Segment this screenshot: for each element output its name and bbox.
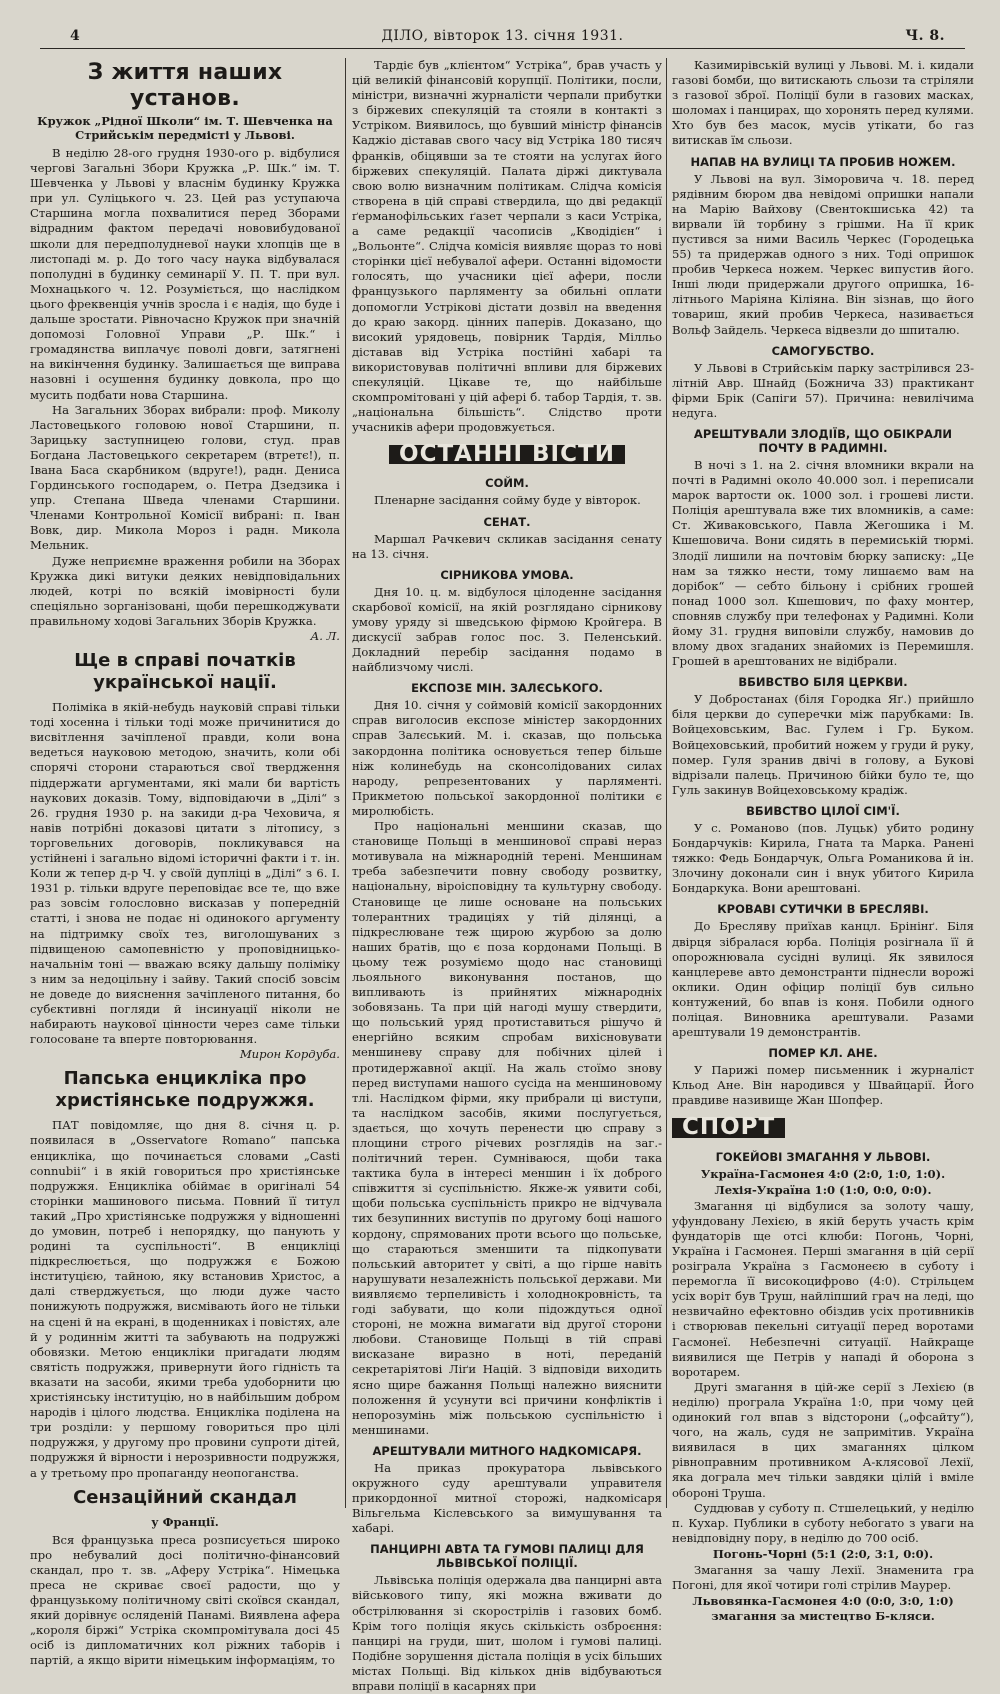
- match-score: Україна-Гасмонея 4:0 (2:0, 1:0, 1:0).: [700, 1166, 946, 1181]
- article-title: Сензаційний скандал: [73, 1486, 297, 1508]
- article-title: З життя наших установ.: [87, 60, 283, 111]
- paragraph: В неділю 28-ого грудня 1930-ого р. відбулися чергові Загальні Збори Кружка „Р. Шк.“ ім. Т. Шевченка у Львові у власнім будинку Кружка при ул. Суліцького ч. 23. Цей раз уступаюча Старшина могла похвалитися перед Зборами відрадним фактом передачі нововибудованої школи для передполудневої науки хлопців ще в листопаді м. р. До того часу наука відбувалася пополудні в будинку семинарії У. П. Т. при вул. Мохнацького ч. 12. Розуміється, що наслідком цього фреквенція учнів зросла і є надія, що буде і дальше зростати. Рівночасно Кружок при значній допомозі Головної Управи „Р. Шк.“ і громадянства виплачує поволі довги, затягнені на викінчення будинку. Залишається ще виправа назовні і осушення будинку довкола, про що мусить подбати нова Старшина.: [30, 146, 340, 402]
- paragraph: В ночі з 1. на 2. січня вломники вкрали на почті в Радимні около 40.000 зол. і переписали марок вартости ок. 1000 зол. і грошеві листи. Поліція арештувала вже тих вломників, а саме: Ст. Живаковського, Павла Жегошика і М. Кшешовича. Вони сидять в перемиській тюрмі. Злодії лишили на почтовім бюрку записку: „Це нам за тяжко нести, тому лишаємо вам на дорібок“ — себто більону і срібних грошей понад 1000 зол. Кшешович, по фаху монтер, сповняв службу при телефонах у Радимні. Коли йому 31. грудня виповіли службу, намовив до влому двох згаданих знайомих із Перемишля. Грошей в арештованих не відібрали.: [672, 457, 974, 669]
- paragraph: Маршал Рачкевич скликав засідання сенату на 13. січня.: [352, 531, 662, 561]
- paragraph: У Добростанах (біля Городка Яґ.) прийшло біля церкви до суперечки між парубками: Ів. Войцеховським, Вас. Гулем і Гр. Буком. Войцеховський, пробитий ножем у груди й руку, помер. Гуля зранив двічі в голову, а Букові відрізали палець. Причиною бійки було те, що Гуль закинув Войцеховському крадіж.: [672, 692, 974, 797]
- issue-number: Ч. 8.: [905, 28, 945, 44]
- column-rule: [345, 58, 346, 1508]
- paragraph: У Львові на вул. Зіморовича ч. 18. перед рядівним бюром два невідомі опришки напали на Марію Вайхову (Свентокшиська 42) та вирвали їй торбину з грішми. На її крик пустився за ними Василь Черкес (Городецька 55) та придержав одного з них. Тоді опришок пробив Черкеса ножем. Черкес випустив його. Інші люди придержали другого опришка, 16-літнього Маріяна Кіліяна. Він зізнав, що його товариш, який пробив Черкеса, називається Вольф Зайдель. Черкеса відвезли до шпиталю.: [672, 171, 974, 337]
- column-3: [672, 58, 974, 1624]
- section-heading: ЕКСПОЗЕ МІН. ЗАЛЄСЬКОГО.: [411, 681, 603, 696]
- paragraph: Львівська поліція одержала два панцирні авта військового типу, які можна вживати до обстрілювання зі скорострілів і газових бомб. Крім того поліція якусь скількість озброєння: панцирі на груди, шит, шолом і гумові палиці. Подібне зорушення дістала поліція в усіх більших містах Польщі. Від кількох днів відбуваються вправи поліції в касарнях при: [352, 1573, 662, 1693]
- section-heading: НАПАВ НА ВУЛИЦІ ТА ПРОБИВ НОЖЕМ.: [690, 154, 956, 169]
- match-score: Погонь-Чорні (5:1 (2:0, 3:1, 0:0).: [712, 1546, 934, 1561]
- paragraph: ПАТ повідомляє, що дня 8. січня ц. р. появилася в „Osservatore Romano“ папська енцикліка, що починається словами „Casti connubii“ і в якій говориться про христіянське подружжя. Енцикліка обіймає в оригіналі 54 сторінки машинового письма. Повний її титул такий „Про христіянське подружжя у відношенні до умовин, потреб і непорядку, що панують у родині та суспільності“. В енцикліці підкреслюється, що подружжя є Божою інституцією, тайною, яку встановив Христос, а далі стверджується, що люди дуже часто понижують подружжя, висмівають його не тільки на сцені й на екрані, в щоденниках і повістях, але й у родиннім житті та забувають на подружжі обовязки. Метою енцикліки пригадати людям святість подружжя, привернути його гідність та вказати на засоби, якими треба удоборнити цю христіянську інституцію, но в найбільшим добром народів і цілого людства. Енцикліка поділена на три розділи: у першому говориться про цілі подружжя, у другому про провини супроти дітей, подружжя й вірности і нерозривности подружжя, а у третьому про пропаганду неопоганства.: [30, 1118, 341, 1480]
- section-heading: ГОКЕЙОВІ ЗМАГАННЯ У ЛЬВОВІ.: [715, 1149, 931, 1164]
- paragraph: Казимирівській вулиці у Львові. М. і. кидали газові бомби, що витискають сльози та стріляли з газової зброї. Поліції були в газових масках, шоломах і панцирах, що хоронять перед кулями. Хто був без масок, мусів утікати, бо газ витискав їм сльози.: [672, 58, 974, 148]
- section-heading: АРЕШТУВАЛИ ЗЛОДІЇВ, ЩО ОБІКРАЛИ ПОЧТУ В РАДИМНІ.: [693, 426, 953, 455]
- signature: Мирон Кордуба.: [239, 1047, 340, 1062]
- paragraph: Дня 10. ц. м. відбулося цілоденне засідання скарбової комісії, на якій розглядано сірникову умову уряду зі шведською фірмою Кройгера. В дискусії забрав голос пос. З. Пеленський. Докладний перебір засідання подамо в найблизчому числі.: [352, 584, 662, 675]
- paragraph: На приказ прокуратора львівського окружного суду арештували управителя прикордонної митної сторожі, надкомісаря Вільгельма Кіслевського за вимушування та хабарі.: [352, 1460, 662, 1536]
- column-2: [352, 58, 662, 1693]
- section-heading: КРОВАВІ СУТИЧКИ В БРЕСЛЯВІ.: [717, 902, 929, 917]
- masthead: ДІЛО, вівторок 13. січня 1931.: [381, 28, 624, 44]
- column-rule: [666, 58, 667, 1508]
- section-heading: САМОГУБСТВО.: [771, 343, 875, 358]
- paragraph: Суддював у суботу п. Стшелецький, у неділю п. Кухар. Публики в суботу небогато з уваги на невідповідну пору, в неділю до 700 осіб.: [672, 1500, 974, 1545]
- article-title: Ще в справі початків української нації.: [74, 650, 296, 694]
- paragraph: Дня 10. січня у соймовій комісії закордонних справ виголосив експозе міністер закордонних справ Залєський. М. і. сказав, що польська закордонна політика основується тепер більше ніж колинебудь на сконсолідованих силах народу, репрезентованих у парляменті. Прикметою польської закордонної політики є миролюбість.: [352, 698, 662, 818]
- paragraph: Вся французька преса розписується широко про небувалий досі політично-фінансовий скандал, про т. зв. „Аферу Устріка“. Німецька преса не скриває своєї радости, що у французькому політичному світі скоївся скандал, який дорівнує осляденій Панамі. Виявлена афера „короля біржі“ Устріка скомпромітувала досі 45 осіб із дипломатичних кол ріжних таборів і партій, а якщо вірити німецьким інформаціям, то: [30, 1532, 340, 1668]
- paragraph: Тардіє був „клієнтом“ Устріка“, брав участь у цій великій фінансовій корупції. Політики, посли, міністри, визначні журналісти черпали прибутки з біржевих спекуляцій та стояли в контакті з Устріком. Виявилось, що бувший міністр фінансів Каджіо діставав свого часу від Устріка 180 тисяч франків, обіцявши за те стояти на услугах його біржевих спекуляцій. Палата діржі диктувала свою волю визначним політикам. Слідча комісія створена в цій справі ствердила, що дві редакції ґерманофільських ґазет черпали з каси Устріка, а саме редакції часописів „Кводідієн“ і „Вольонте“. Слідча комісія виявляє щораз то нові сторінки цієї небувалої афери. Останні відомости голосять, що учасники цієї афери, посли французького парляменту за обильні оплати допомогли Устрікові дістати дозвіл на введення до краю закорд. цінних паперів. Доказано, що високий урядовець, повірник Тардія, Мілльо діставав від Устріка постійні хабарі та використовував політичні впливи для біржевих спекуляцій. Цікаве те, що найбільше скомпромітовані у цій афері б. табор Тардія, т. зв. „національна більшість“. Слідство проти учасників афери продовжується.: [352, 58, 662, 435]
- latest-news-banner: ОСТАННІ ВІСТИ: [389, 445, 625, 464]
- article-subtitle: у Франції.: [151, 1514, 219, 1529]
- section-heading: АРЕШТУВАЛИ МИТНОГО НАДКОМІСАРЯ.: [372, 1443, 642, 1458]
- paragraph: На Загальних Зборах вибрали: проф. Миколу Ластовецького головою нової Старшини, п. Зарицьку заступницею голови, студ. прав Богдана Ластовецького секретарем (втретє!), п. Івана Баса скарбником (вдруге!), радн. Дениса Гординського господарем, о. Петра Дзедзика і упр. Степана Шведа членами Старшини. Членами Контрольної Комісії вибрані: п. Іван Вовк, дир. Микола Мороз і радн. Микола Мельник.: [30, 402, 340, 553]
- page-header: [40, 26, 965, 49]
- section-heading: ПОМЕР КЛ. АНЕ.: [768, 1046, 878, 1061]
- column-1: [30, 58, 341, 1668]
- paragraph: У с. Романово (пов. Луцьк) убито родину Бондарчуків: Кирила, Гната та Марка. Ранені тяжко: Федь Бондарчук, Ольга Романикова й ін. Злочину доконали син і внук убитого Кирила Бондаркука. Вони арештовані.: [672, 820, 974, 896]
- paragraph: Пленарне засідання сойму буде у вівторок.: [374, 493, 641, 508]
- match-score: Лехія-Україна 1:0 (1:0, 0:0, 0:0).: [714, 1182, 932, 1197]
- section-heading: ПАНЦИРНІ АВТА ТА ГУМОВІ ПАЛИЦІ ДЛЯ ЛЬВІВСЬКОЇ ПОЛІЦІЇ.: [370, 1542, 644, 1571]
- paragraph: Другі змагання в цій-же серії з Лехією (в неділю) програла Україна 1:0, при чому цей одинокий гол впав з відсторони („офсайту“), чого, на жаль, судя не запримітив. Україна виявилася в цих змаганнях цілком рівноправним противником А-клясової Лехії, яка дограла меч тільки завдяки цілій і вміле обороні Труша.: [672, 1379, 974, 1500]
- article-subtitle: Кружок „Рідної Школи“ ім. Т. Шевченка на Стрийськім передмісті у Львові.: [37, 114, 333, 142]
- paragraph: Змагання ці відбулися за золоту чашу, уфундовану Лехією, в якій беруть участь крім фундаторів ще отсі клюби: Погонь, Чорні, Україна і Гасмонея. Перші змагання в цій серії розіграла Україна з Гасмонеєю в суботу і перемогла її високоцифрово (4:0). Стрільцем усіх воріт був Труш, найліпший грач на леді, що незвичайно ефектовно обіздив усіх противників і створював пекельні ситуації перед воротами Гасмонеї. Небезпечні ситуації. Найкраще виявилися ще Петрів у нападі й оборона з воротарем.: [672, 1198, 974, 1379]
- paragraph: Про національні меншини сказав, що становище Польщі в меншинової справі нераз мотивувала на міжнародній терені. Меншинам треба забезпечити повну свободу розвитку, національну, віроісповідну та культурну свободу. Становище це лише основане на польських толерантних традиціях у тій ділянці, а підкреслюване теж щирою журбою за долю наших братів, що є поза кордонами Польщі. В цьому теж розуміємо щодо нас становищі льояльного виконування постанов, що випливають із прийнятих міжнародніх зобовязань. Та при цій нагоді мушу ствердити, що польський уряд протиставиться рішучо й енергійно всяким спробам вихісновувати меншиневу справу для побічних цілей і протидержавної акції. На жаль стоїмо знову перед виступами нашого сусіда на меншиновому тлі. Наслідком фірми, яку прибрали ці виступи, та наслідком засобів, якими послугується, здається, що хочуть перенести цю справу з площини строго річевих розглядів на заг.-політичний терен. Сумніваюся, щоби така тактика була в інтересі меншин і їх доброго співжиття зі суспільністю. Якже-ж уявити собі, щоби польська суспільність прикро не відчувала тих безупинних виступів по другому боці нашого кордону, спрямованих проти всього що польське, що стараються зменшити та підкопувати польський авторитет у світі, а що гірше навіть нарушувати незалежність польської держави. Ми виявляємо терпеливість і холоднокровність, та годі забувати, що коли підождуться одної стороні, не можна вимагати від другої сторони любови. Становище Польщі в тій справі висказане виразно в ноті, переданій секретаріятові Ліґи Націй. З відповіди виходить ясно щире бажання Польщі належно вияснити положення й усунути всі причини конфліктів і непорозумінь між польською суспільністю і меншинами.: [352, 819, 662, 1437]
- section-heading: ВБИВСТВО БІЛЯ ЦЕРКВИ.: [738, 675, 908, 690]
- paragraph: До Бресляву приїхав канцл. Брінінґ. Біля двірця зібралася юрба. Поліція розігнала її й опорожнювала сусідні вулиці. Як зявилося канцлереве авто демонстранти піднесли ворожі оклики. Один офіцир поліції був сильно контужений, бо впав із коня. Побили одного поліцая. Виновника арештували. Разами арештували 19 демонстрантів.: [672, 919, 974, 1040]
- paragraph: У Львові в Стрийськім парку застрілився 23-літній Авр. Шнайд (Божнича 33) практикант фірми Брік (Сапіги 57). Причина: невилічима недуга.: [672, 360, 974, 420]
- section-heading: ВБИВСТВО ЦІЛОЇ СІМ'Ї.: [746, 803, 900, 818]
- article-title: Папська енцикліка про христіянське подружжя.: [55, 1068, 315, 1112]
- page-number: 4: [70, 28, 81, 44]
- paragraph: Поліміка в якій-небудь науковій справі тільки тоді хосенна і тільки тоді може причинитися до висвітлення зачіпленої правди, коли вона ведеться науковою методою, значить, коли обі спорячі сторони стараються свої твердження піддержати аргументами, які мали би вартість наукових доказів. Тому, відповідаючи в „Ділі“ з 26. грудня 1930 р. на закиди д-ра Чеховича, я навів потрібні доказові цитати з літопису, з торговельних договорів, покликувався на устійнені і загально відомі історичні факти і т. ін. Коли ж тепер д-р Ч. у своїй дупліці в „Ділі“ з 6. І. 1931 р. тільки вдруге переповідає все те, що вже раз зовсім голословно висказав у попередній статті, і знова не подає ні одинокого аргументу на підтримку своїх тез, виголошуваних з підвищеною самопевністю у проповідницько-начальнім тоні — вважаю всяку дальшу поліміку з ним за недоцільну і зайву. Такий спосіб зовсім не доведе до вияснення зачіпленого питання, бо субєктивні погляди й інсинуації ніколи не набирають наукової цінности через саме тільки голосоване та вперте повторювання.: [30, 700, 340, 1047]
- paragraph: Дуже неприємне враження робили на Зборах Кружка дикі витуки деяких невідповідальних людей, котрі по всякій імовірності були спеціяльно зорганізовані, щоби перешкоджувати правильному ходові Загальних Зборів Кружка.: [30, 553, 340, 628]
- paragraph: У Парижі помер письменник і журналіст Кльод Ане. Він народився у Швайцарії. Його правдиве називище Жан Шопфер.: [672, 1063, 974, 1108]
- section-heading: СОЙМ.: [485, 476, 529, 491]
- section-heading: СІРНИКОВА УМОВА.: [440, 567, 574, 582]
- section-heading: СЕНАТ.: [483, 514, 531, 529]
- signature: А. Л.: [310, 629, 340, 643]
- sport-banner: СПОРТ: [672, 1118, 785, 1137]
- paragraph: Змагання за чашу Лехії. Знаменита гра Погоні, для якої чотири голі стрілив Маурер.: [672, 1562, 974, 1593]
- match-score: Львовянка-Гасмонея 4:0 (0:0, 3:0, 1:0) змагання за мистецтво Б-кляси.: [692, 1594, 954, 1624]
